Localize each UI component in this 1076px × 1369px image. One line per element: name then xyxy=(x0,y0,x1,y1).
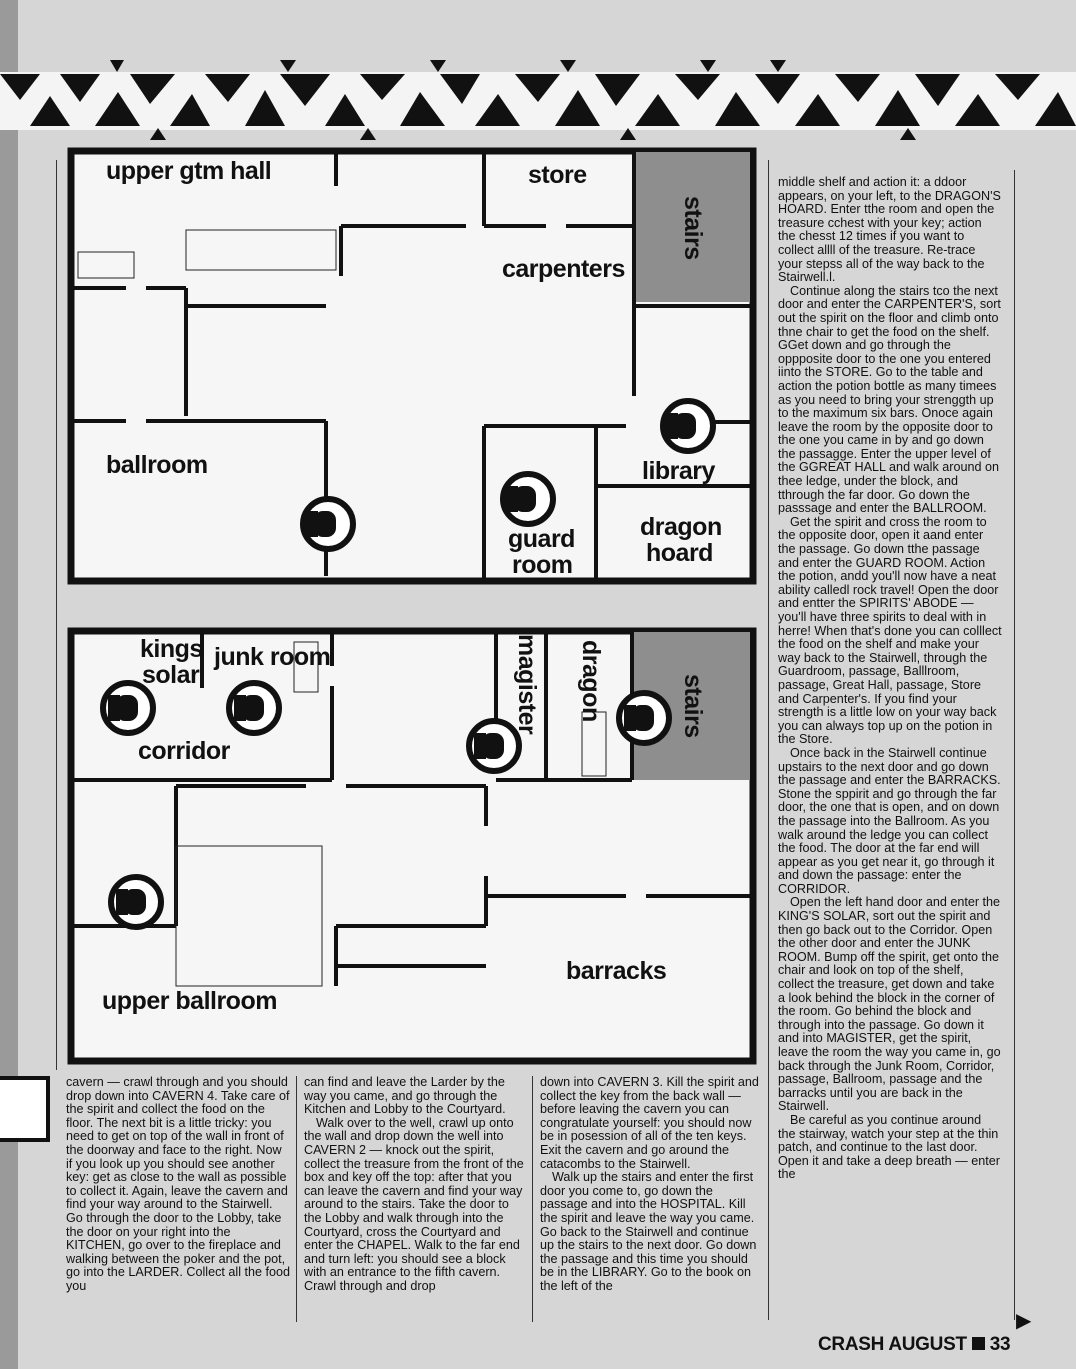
door-icon xyxy=(303,499,353,549)
article-column-3 xyxy=(540,1076,762,1294)
room-label-carpenters: carpenters xyxy=(502,255,625,283)
column-rule xyxy=(56,160,57,1070)
column-rule xyxy=(768,160,769,1320)
column-rule xyxy=(296,1076,297,1322)
paragraph: Walk up the stairs and enter the first door you come to, go down the passage and into the HOSPITAL. Kill the spirit and leave the way you came. Go back to the Stairwell and continue up the stairs to the next door. Go down the passage and this time you should be in the LIBRARY. Go to the book on the left of the xyxy=(540,1170,757,1293)
door-icon xyxy=(663,401,713,451)
room-label-library: library xyxy=(642,457,715,485)
room-label-stairs: stairs xyxy=(679,196,707,260)
room-label-upper-gtm-hall: upper gtm hall xyxy=(106,157,272,185)
paragraph: down into CAVERN 3. Kill the spirit and collect the key from the back wall — before leaving the cavern you can congratulate yourself: you should now be in posession of all of the ten keys. Exit the cavern and go around the catacombs to the Stairwell. xyxy=(540,1075,759,1171)
room-label-guard-room-1: guard xyxy=(508,525,575,553)
door-icon xyxy=(469,721,519,771)
paragraph: Be careful as you continue around the stairway, watch your step at the thin patch, and continue to the last door. Open it and take a deep breath — enter the xyxy=(778,1112,1000,1182)
paragraph: can find and leave the Larder by the way you came, and go through the Kitchen and Lobby to the Courtyard. xyxy=(304,1075,506,1117)
article-column-right xyxy=(778,176,1002,1182)
decorative-banner xyxy=(0,60,1076,140)
article-column-2 xyxy=(304,1076,528,1294)
door-icon xyxy=(619,693,669,743)
paragraph: Get the spirit and cross the room to the opposite door, open it aand enter the passage. Go down tthe passage and enter the GUARD ROOM. Action the potion, andd you'll now have a neat ability calledl rock travel! Open the door and entter the SPIRITS' ABODE — you'll have three spirits to deal with in herre! When that's done you can colllect the food on the shelf and make your way back to the Stairwell, through the Guardroom, passage, Balllroom, passage, Great Hall, passage, Store and Carpenter's. If you find your strength is a little low on your way back you can always top up on the potion in the Store. xyxy=(778,514,1002,747)
room-label-dragon-hoard-1: dragon xyxy=(640,513,722,541)
room-label-barracks: barracks xyxy=(566,957,667,985)
room-label-store: store xyxy=(528,161,587,189)
paragraph: cavern — crawl through and you should drop down into CAVERN 4. Take care of the spirit and collect the food on the floor. The next bit is a little tricky: you need to get on top of the wall in front of the doorway and face to the right. Now if you look up you should see another key: get as close to the wall as possible to collect it. Again, leave the cavern and find your way around to the Stairwell. Go through the door to the Lobby, take the door on your right into the KITCHEN, go over to the fireplace and walking between the poker and the pot, go into the LARDER. Collect all the food you xyxy=(66,1075,291,1293)
room-label-dragon-hoard-2: hoard xyxy=(646,539,713,567)
door-icon xyxy=(229,683,279,733)
page-number: 33 xyxy=(989,1334,1011,1355)
column-rule xyxy=(532,1076,533,1322)
door-icon xyxy=(503,474,553,524)
continue-arrow-icon: ▶ xyxy=(1016,1310,1032,1332)
paragraph: Walk over to the well, crawl up onto the wall and drop down the well into CAVERN 2 — knock out the spirit, collect the treasure from the front of the box and key off the top: after that you can leave the cavern and find your way around to the stairs. Take the door to the Lobby and walk through into the Courtyard, cross the Courtyard and enter the CHAPEL. Walk to the far end and turn left: you should see a block with an entrance to the fifth cavern. Crawl through and drop xyxy=(304,1115,524,1293)
article-column-1 xyxy=(66,1076,290,1294)
magazine-name: CRASH xyxy=(818,1334,885,1355)
column-rule xyxy=(1014,170,1015,1320)
room-label-stairs-upper: stairs xyxy=(679,674,707,738)
room-label-kings-solar-1: kings xyxy=(140,635,203,663)
room-label-upper-ballroom: upper ballroom xyxy=(102,987,277,1015)
door-icon xyxy=(111,877,161,927)
page-edge-tab xyxy=(0,1076,50,1142)
room-label-junk-room: junk room xyxy=(214,643,331,671)
square-icon xyxy=(972,1337,985,1350)
paragraph: middle shelf and action it: a ddoor appears, on your left, to the DRAGON'S HOARD. Enter tthe room and open the treasure cchest with your key; action the chesst 12 times if you want to collect allll of the treasure. Re-trace your stepss all of the way back to the Stairwell.l. xyxy=(778,175,1001,285)
room-label-dragon: dragon xyxy=(577,640,605,722)
paragraph: Continue along the stairs tco the next door and enter the CARPENTER'S, sort out the spirit on the floor and climb onto thne chair to get the food on the shelf. GGet down and go through the oppposite door to the one you entered iinto the STORE. Go to the table and action the potion bottle as many timees as you need to bring your strenggth up to the maximum six bars. Onoce again leave the room by the opposite door to the one you came in by and go down the passagge. Enter the upper level of the GGREAT HALL and walk around on thee ledge, under the block, and tthrough the far door. Go down the passsage and enter the BALLROOM. xyxy=(778,283,1001,516)
paragraph: Open the left hand door and enter the KING'S SOLAR, sort out the spirit and then go back out to the Corridor. Open the other door and enter the JUNK ROOM. Bump off the spirit, get onto the chair and look on top of the shelf, collect the treasure, get down and take a look behind the block in the corner of the room. Go behind the block and through into the passage. Go down it and into MAGISTER, get the spirit, leave the room the way you came in, go back through the Junk Room, Corridor, passage, Ballroom, passage and the barracks until you are back in the Stairwell. xyxy=(778,895,1001,1114)
room-label-kings-solar-2: solar xyxy=(142,661,200,689)
page-footer xyxy=(818,1334,1010,1356)
door-icon xyxy=(103,683,153,733)
issue-month: AUGUST xyxy=(888,1334,967,1355)
room-label-ballroom: ballroom xyxy=(106,451,208,479)
room-label-guard-room-2: room xyxy=(512,551,573,579)
room-label-magister: magister xyxy=(513,634,541,735)
room-label-corridor: corridor xyxy=(138,737,230,765)
paragraph: Once back in the Stairwell continue upstairs to the next door and go down the passage and enter the BARRACKS. Stone the sppirit and go through the far door, the one that is open, and on down the passage into the Ballroom. As you walk around the ledge you can collect the food. The door at the far end will appear as you get near it, go through it and down the passage: enter the CORRIDOR. xyxy=(778,745,1001,896)
binding-spine xyxy=(0,0,18,1369)
